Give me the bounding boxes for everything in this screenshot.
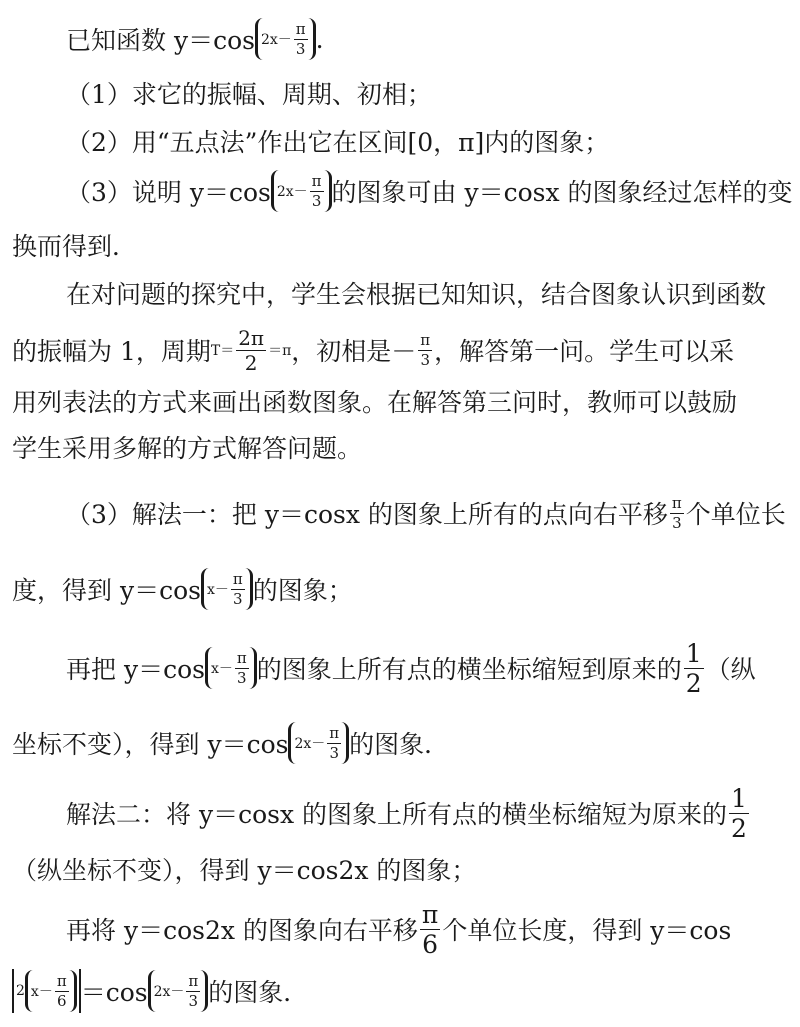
text: 的图象； bbox=[252, 576, 353, 605]
coefficient: 2 bbox=[16, 983, 25, 999]
numerator: π bbox=[311, 171, 322, 190]
numerator: π bbox=[295, 19, 306, 38]
text: 度，得到 y＝cos bbox=[12, 576, 201, 605]
fraction-pi-over-3 bbox=[186, 971, 200, 1010]
denominator: 2 bbox=[244, 350, 258, 375]
expr: x－ bbox=[210, 661, 233, 677]
text: （纵坐标不变），得到 y＝cos2x 的图象； bbox=[12, 856, 477, 885]
paren-2x-minus-pi-over-3 bbox=[255, 18, 316, 60]
solution-2-line-3 bbox=[0, 899, 800, 959]
text: 在对问题的探究中，学生会根据已知知识，结合图象认识到函数 bbox=[66, 280, 767, 309]
equals-pi: ＝π bbox=[268, 343, 292, 359]
paragraph-exploration-line-4 bbox=[0, 424, 800, 470]
text: 的图象． bbox=[208, 978, 309, 1007]
fraction-pi-over-3 bbox=[670, 493, 684, 532]
expr: 2x－ bbox=[260, 32, 292, 48]
fraction-pi-over-3 bbox=[235, 648, 249, 687]
paren-x-minus-pi-over-3 bbox=[201, 568, 253, 610]
expr: 2x－ bbox=[294, 736, 326, 752]
paren-2x-minus-pi-over-3 bbox=[271, 170, 332, 212]
text: 学生采用多解的方式解答问题。 bbox=[12, 434, 363, 463]
text: 坐标不变），得到 y＝cos bbox=[12, 730, 289, 759]
question-3-continued bbox=[0, 222, 800, 268]
text: ，解答第一问。学生可以采 bbox=[434, 337, 735, 366]
question-2 bbox=[0, 118, 800, 164]
numerator: π bbox=[671, 493, 682, 512]
paren-x-minus-pi-over-3 bbox=[205, 647, 257, 689]
solution-1-line-4 bbox=[0, 720, 800, 766]
numerator: π bbox=[188, 971, 199, 990]
numerator: π bbox=[420, 330, 431, 349]
numerator: π bbox=[232, 569, 243, 588]
fraction-pi-over-6 bbox=[55, 971, 69, 1010]
fraction-pi-over-6 bbox=[420, 899, 440, 959]
solution-2-line-2 bbox=[0, 846, 800, 892]
numerator: π bbox=[236, 648, 247, 667]
expr: x－ bbox=[206, 582, 229, 598]
text: 个单位长 bbox=[685, 500, 786, 529]
text: 解法二：将 y＝cosx 的图象上所有点的横坐标缩短为原来的 bbox=[66, 800, 728, 829]
paragraph-exploration-line-2 bbox=[0, 327, 800, 373]
expr: 2x－ bbox=[276, 184, 308, 200]
paragraph-exploration-line-3 bbox=[0, 378, 800, 424]
numerator: π bbox=[421, 899, 439, 929]
text: （纵 bbox=[705, 655, 756, 684]
solution-1-line-2 bbox=[0, 566, 800, 612]
expr: 2x－ bbox=[153, 984, 185, 1000]
denominator: 6 bbox=[56, 991, 67, 1010]
solution-1 bbox=[0, 490, 800, 536]
paren-2x-minus-pi-over-3 bbox=[288, 722, 349, 764]
question-3 bbox=[0, 168, 800, 214]
denominator: 3 bbox=[295, 39, 306, 58]
fraction-1-over-2 bbox=[729, 783, 749, 843]
numerator: 1 bbox=[685, 638, 702, 668]
fraction-1-over-2 bbox=[684, 638, 704, 698]
denominator: 3 bbox=[188, 991, 199, 1010]
numerator: 2π bbox=[238, 325, 265, 350]
text: （2）用“五点法”作出它在区间[0，π]内的图象； bbox=[66, 128, 610, 157]
period-t-equals: T＝ bbox=[210, 343, 235, 359]
fraction-pi-over-3 bbox=[231, 569, 245, 608]
text: 用列表法的方式来画出函数图象。在解答第三问时，教师可以鼓励 bbox=[12, 388, 738, 417]
denominator: 2 bbox=[731, 813, 747, 843]
solution-1-line-3 bbox=[0, 638, 800, 698]
text: （3）解法一：把 y＝cosx 的图象上所有的点向右平移 bbox=[66, 500, 668, 529]
text: . bbox=[315, 24, 324, 54]
fraction-2pi-over-2 bbox=[236, 325, 266, 375]
paren-2x-minus-pi-over-3 bbox=[148, 970, 209, 1012]
numerator: π bbox=[56, 971, 67, 990]
text: 的图象上所有点的横坐标缩短到原来的 bbox=[256, 655, 682, 684]
denominator: 6 bbox=[422, 929, 439, 959]
text: 的振幅为 1，周期 bbox=[12, 337, 211, 366]
text: ，初相是－ bbox=[291, 337, 417, 366]
paragraph-exploration bbox=[0, 270, 800, 316]
expr: x－ bbox=[30, 984, 53, 1000]
numerator: 1 bbox=[731, 783, 747, 813]
text: 再把 y＝cos bbox=[66, 655, 205, 684]
solution-2 bbox=[0, 783, 800, 843]
text: 再将 y＝cos2x 的图象向右平移 bbox=[66, 916, 418, 945]
text: 的图象． bbox=[349, 730, 450, 759]
denominator: 2 bbox=[685, 668, 702, 698]
text: （1）求它的振幅、周期、初相； bbox=[66, 80, 432, 109]
denominator: 3 bbox=[672, 513, 682, 532]
bracket-2-times-paren bbox=[12, 969, 81, 1013]
text: 个单位长度，得到 y＝cos bbox=[442, 916, 732, 945]
text: 的图象可由 y＝cosx 的图象经过怎样的变 bbox=[331, 178, 793, 207]
numerator: π bbox=[329, 723, 340, 742]
denominator: 3 bbox=[233, 589, 243, 608]
text: （3）说明 y＝cos bbox=[66, 178, 271, 207]
solution-2-line-4 bbox=[0, 968, 800, 1014]
paren-x-minus-pi-over-6 bbox=[25, 970, 77, 1012]
fraction-pi-over-3 bbox=[310, 171, 324, 210]
fraction-pi-over-3 bbox=[327, 723, 341, 762]
denominator: 3 bbox=[237, 668, 247, 687]
question-1 bbox=[0, 70, 800, 116]
fraction-pi-over-3 bbox=[294, 19, 308, 58]
text: 已知函数 y＝cos bbox=[66, 26, 255, 55]
denominator: 3 bbox=[329, 743, 339, 762]
fraction-pi-over-3 bbox=[418, 330, 432, 369]
text: 换而得到． bbox=[12, 232, 138, 261]
problem-statement bbox=[0, 16, 800, 62]
denominator: 3 bbox=[420, 350, 430, 369]
text: ＝cos bbox=[80, 978, 148, 1007]
denominator: 3 bbox=[311, 191, 322, 210]
